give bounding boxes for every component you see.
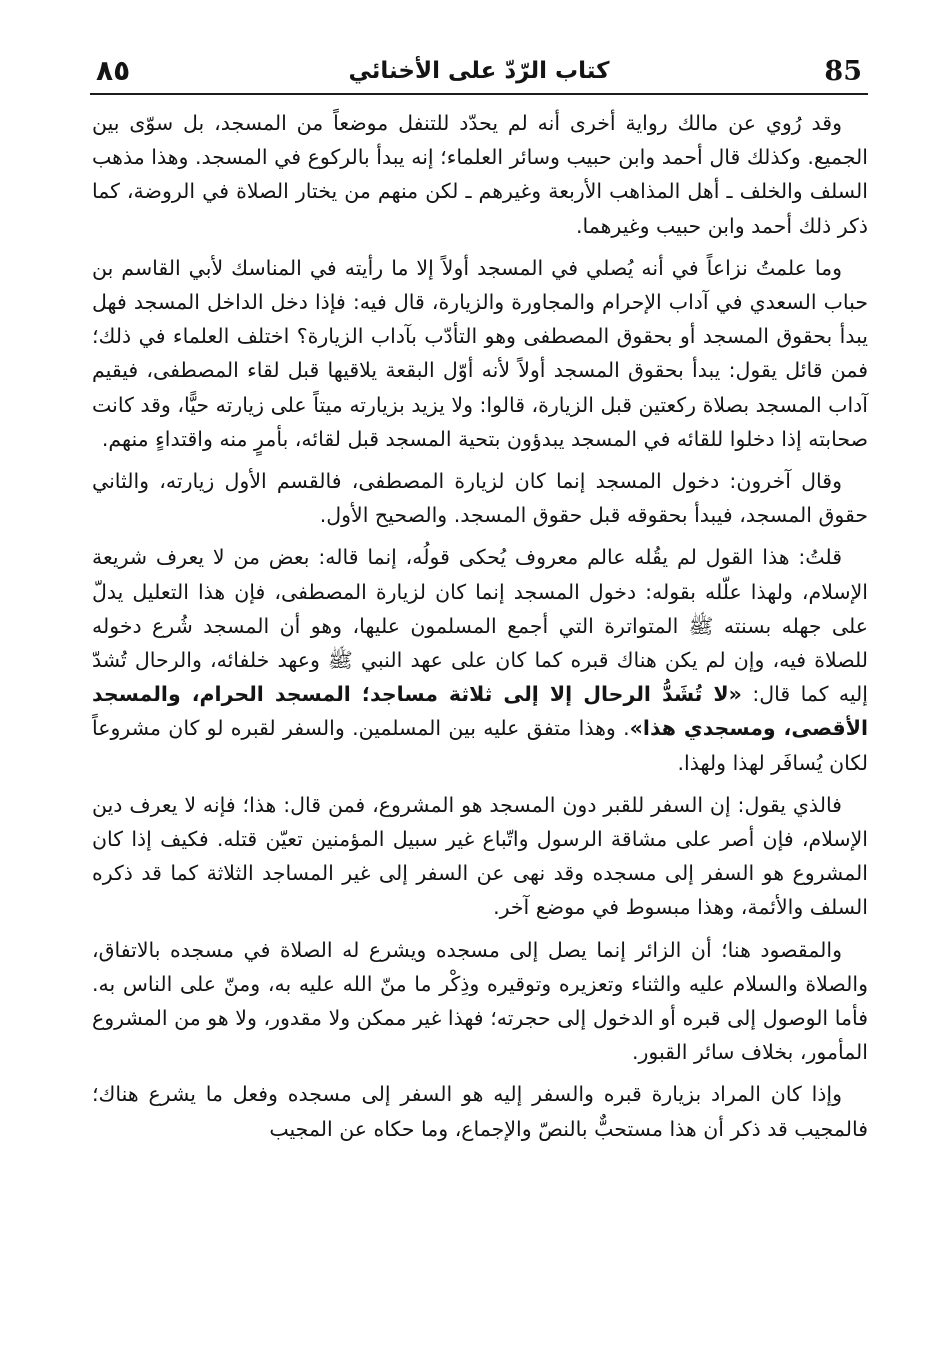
running-title: كتاب الرّدّ على الأخنائي <box>348 58 610 84</box>
paragraph <box>92 540 868 779</box>
paragraph: فالذي يقول: إن السفر للقبر دون المسجد هو المشروع، فمن قال: هذا؛ فإنه لا يعرف دين الإسلام، فإن أصر على مشاقة الرسول واتّباع غير سبيل المؤمنين تعيّن قتله. فكيف إذا كان المشروع هو السفر إلى مسجده وقد نهى عن السفر إلى غير المساجد الثلاثة كما قد ذكره السلف والأئمة، وهذا مبسوط في موضع آخر. <box>92 792 868 920</box>
paragraph: وقد رُوي عن مالك رواية أخرى أنه لم يحدّد للتنفل موضعاً من المسجد، بل سوّى بين الجميع. وكذلك قال أحمد وابن حبيب وسائر العلماء؛ إنه يبدأ بالركوع في المسجد. وهذا مذهب السلف والخلف ـ أهل المذاهب الأربعة وغيرهم ـ لكن منهم من يختار الصلاة في الروضة، كما ذكر ذلك أحمد وابن حبيب وغيرهما. <box>92 111 868 238</box>
page-header <box>88 52 870 92</box>
paragraph-text: . وهذا متفق عليه بين المسلمين. والسفر لقبره لو كان مشروعاً لكان يُسافَر لهذا ولهذا. <box>92 716 868 775</box>
paragraph-text: قلتُ: هذا القول لم يقُله عالم معروف يُحكى قولُه، إنما قاله: بعض من لا يعرف شريعة الإسلام، ولهذا علّله بقوله: دخول المسجد إنما كان لزيارة المصطفى، فإن هذا التعليل يدلّ على جهله بسنته ﷺ المتواترة التي أجمع المسلمون عليها، وهو أن المسجد شُرع دخوله للصلاة فيه، وإن لم يكن هناك قبره كما كان على عهد النبي ﷺ وعهد خلفائه، والرحال تُشدّ إليه كما قال: <box>92 545 868 707</box>
paragraph: وإذا كان المراد بزيارة قبره والسفر إليه هو السفر إلى مسجده وفعل ما يشرع هناك؛ فالمجيب قد ذكر أن هذا مستحبٌّ بالنصّ والإجماع، وما حكاه عن المجيب <box>92 1082 868 1141</box>
header-rule <box>90 93 868 95</box>
page-number: 85 <box>824 56 862 87</box>
body-text <box>92 106 868 1356</box>
hadith-quote: «لا تُشَدُّ الرحال إلا إلى ثلاثة مساجد؛ المسجد الحرام، والمسجد الأقصى، ومسجدي هذا» <box>92 682 869 741</box>
paragraph: وما علمتُ نزاعاً في أنه يُصلي في المسجد أولاً إلا ما رأيته في المناسك لأبي القاسم بن حباب السعدي في آداب الإحرام والمجاورة والزيارة، قال فيه: فإذا دخل الداخل المسجد فهل يبدأ بحقوق المسجد أو بحقوق المصطفى وهو التأدّب بآداب الزيارة؟ اختلف العلماء في ذلك؛ فمن قائل يقول: يبدأ بحقوق المسجد أولاً لأنه أوّل البقعة يلاقيها قبل لقاء المصطفى، فيقيم آداب المسجد بصلاة ركعتين قبل الزيارة، قالوا: ولا يزيد بزيارته ميتاً على زيارته حيًّا، وقد كانت صحابته إذا دخلوا للقائه في المسجد يبدؤون بتحية المسجد قبل لقائه، بأمرٍ منه واقتداءٍ منهم. <box>92 255 868 451</box>
page-number-arabic: ٨٥ <box>96 54 131 87</box>
paragraph: والمقصود هنا؛ أن الزائر إنما يصل إلى مسجده ويشرع له الصلاة في مسجده بالاتفاق، والصلاة والسلام عليه والثناء وتعزيره وتوقيره وذِكْر ما منّ الله عليه به، ومنّ على الناس به. فأما الوصول إلى قبره أو الدخول إلى حجرته؛ فهذا غير ممكن ولا مقدور، ولا هو من المشروع المأمور، بخلاف سائر القبور. <box>92 937 868 1065</box>
paragraph: وقال آخرون: دخول المسجد إنما كان لزيارة المصطفى، فالقسم الأول زيارته، والثاني حقوق المسجد، فيبدأ بحقوقه قبل حقوق المسجد. والصحيح الأول. <box>92 469 868 528</box>
